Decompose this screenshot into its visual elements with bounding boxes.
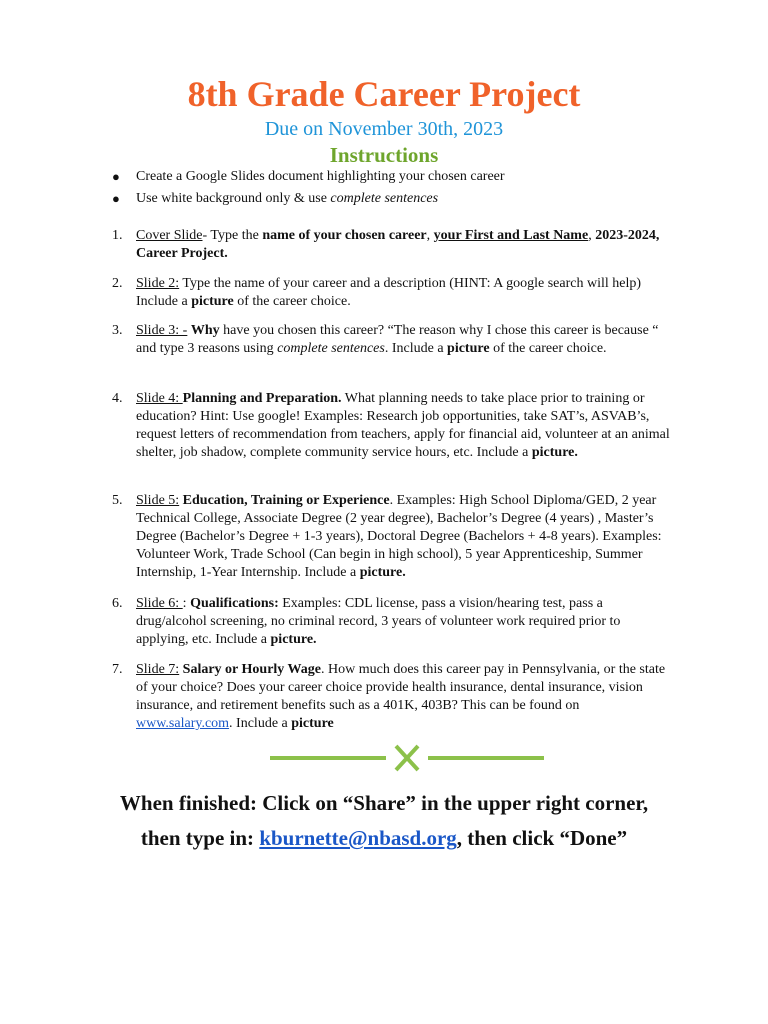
step-item-5 (110, 492, 675, 582)
bullet-italic: complete sentences (330, 191, 439, 206)
bullet-text: Use white background only & use (136, 191, 331, 206)
step-bold: picture (447, 341, 490, 356)
step-text: . Include a (384, 341, 448, 356)
step-label: Slide 7: (136, 662, 180, 677)
step-bold: 2023-2024, Career Project. (136, 228, 660, 261)
step-item-2 (110, 275, 675, 311)
step-body (136, 275, 675, 311)
step-body (136, 595, 675, 649)
step-bold: Why (190, 323, 220, 338)
step-text: of the career choice. (233, 294, 351, 309)
step-italic: complete sentences (277, 341, 385, 356)
step-bold: name of your chosen career (262, 228, 427, 243)
step-body (136, 492, 675, 582)
email-link[interactable]: kburnette@nbasd.org (259, 826, 457, 850)
due-date: Due on November 30th, 2023 (264, 118, 504, 140)
step-item-7 (110, 661, 675, 733)
finish-text: then type in: (140, 826, 260, 850)
divider-x-icon (268, 742, 546, 774)
bullet-text: Create a Google Slides document highlighting your chosen career (136, 169, 505, 184)
step-bold-underlined: your First and Last Name (433, 228, 589, 243)
step-text: , (426, 228, 434, 243)
step-number: 3. (112, 323, 123, 338)
step-label: Slide 2: (136, 276, 180, 291)
step-text: Type the name of your career and a description (HINT: A google search will help) Include a (136, 276, 642, 309)
finish-instructions (0, 786, 768, 856)
step-number: 6. (112, 596, 123, 611)
step-text: What planning needs to take place prior to training or education? Hint: Use google! Examples: Research job opportunities, take SAT’s, ASVAB’s, request letters of recommendation from teachers, apply for financial aid, volunteer at an animal shelter, job shadow, complete community service hours, etc. Include a (136, 391, 670, 460)
step-label: Slide 5: (136, 493, 180, 508)
step-bold: picture. (270, 632, 317, 647)
bullet-dot-icon: ● (112, 191, 120, 206)
finish-text: , then click “Done” (456, 826, 628, 850)
step-number: 5. (112, 493, 123, 508)
step-bold: Education, Training or Experience (182, 493, 390, 508)
step-text: . How much does this career pay in Pennsylvania, or the state of your choice? Does your career choice provide health insurance, dental insurance, vision insurance, and retirement benefits such as a 401K, 403B? This can be found on (136, 662, 666, 713)
step-item-3 (110, 322, 675, 358)
bullet-list (110, 166, 670, 210)
step-body (136, 322, 675, 358)
step-number: 4. (112, 391, 123, 406)
instructions-heading: Instructions (329, 143, 439, 167)
step-text: , (588, 228, 596, 243)
step-text: - Type the (202, 228, 263, 243)
step-item-6 (110, 595, 675, 649)
step-label: Slide 4: (136, 391, 183, 406)
step-bold: picture (191, 294, 234, 309)
step-label: Cover Slide (136, 228, 203, 243)
step-text: have you chosen this career? “The reason why I chose this career is because “ and type 3 reasons using (136, 323, 659, 356)
bullet-item (110, 166, 670, 188)
step-text: Examples: CDL license, pass a vision/hearing test, pass a drug/alcohol screening, no criminal record, 3 years of volunteer work required prior to applying, etc. Include a (136, 596, 621, 647)
step-body (136, 661, 675, 733)
step-number: 7. (112, 662, 123, 677)
step-bold: Qualifications: (190, 596, 279, 611)
step-bold: picture. (531, 445, 578, 460)
step-bold: Planning and Preparation. (182, 391, 342, 406)
step-number: 1. (112, 228, 123, 243)
step-item-1 (110, 227, 675, 263)
step-bold: picture (291, 716, 334, 731)
step-label: Slide 3: - (136, 323, 188, 338)
step-bold: picture. (359, 565, 406, 580)
salary-link[interactable]: www.salary.com (136, 716, 230, 731)
step-label: Slide 6: (136, 596, 183, 611)
step-text: : (182, 596, 191, 611)
step-text: of the career choice. (489, 341, 607, 356)
page-title: 8th Grade Career Project (187, 74, 581, 114)
step-item-4 (110, 390, 675, 462)
step-text: . Examples: High School Diploma/GED, 2 year Technical College, Associate Degree (2 year degree), Bachelor’s Degree (4 years) , Master’s Degree (Bachelor’s Degree + 1-3 years), Doctoral Degree (Bachelors + 4-8 years). Examples: Volunteer Work, Trade School (Can begin in high school), 5 year Apprenticeship, Summer Internship, 1-Year Internship. Include a (136, 493, 662, 580)
step-number: 2. (112, 276, 123, 291)
finish-line-1: When finished: Click on “Share” in the upper right corner, (119, 791, 649, 815)
step-body (136, 390, 675, 462)
finish-line-2 (0, 821, 768, 856)
bullet-item (110, 188, 670, 210)
step-text: . Include a (229, 716, 292, 731)
step-bold: Salary or Hourly Wage (182, 662, 321, 677)
bullet-dot-icon: ● (112, 169, 120, 184)
step-body (136, 227, 675, 263)
